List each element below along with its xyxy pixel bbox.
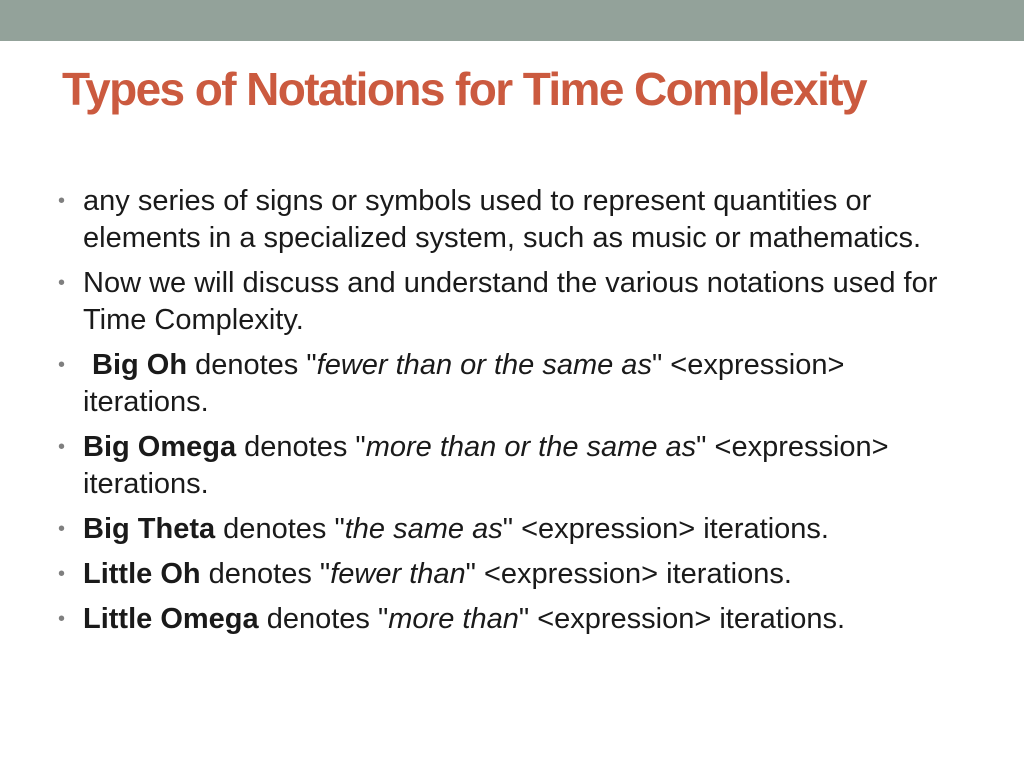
- bullet-icon: •: [58, 608, 66, 630]
- notation-quote: the same as: [344, 513, 503, 545]
- bullet-item-big-oh: [58, 347, 978, 421]
- notation-quote: fewer than or the same as: [316, 349, 652, 381]
- bullet-icon: •: [58, 563, 66, 585]
- bullet-list: [58, 183, 978, 646]
- notation-description-prefix: denotes ": [236, 431, 366, 463]
- notation-description-suffix: " <expression> iterations.: [83, 431, 889, 500]
- notation-term: Little Oh: [83, 558, 201, 590]
- bullet-text: any series of signs or symbols used to represent quantities or elements in a specialized system, such as music or mathematics.: [83, 185, 922, 254]
- notation-quote: more than: [388, 603, 519, 635]
- bullet-item-little-oh: [58, 556, 978, 593]
- bullet-text: Now we will discuss and understand the various notations used for Time Complexity.: [83, 267, 938, 336]
- notation-quote: more than or the same as: [365, 431, 697, 463]
- notation-description-suffix: " <expression> iterations.: [502, 513, 829, 545]
- notation-description-suffix: " <expression> iterations.: [465, 558, 792, 590]
- top-accent-bar: [0, 0, 1024, 41]
- slide-title: Types of Notations for Time Complexity: [62, 63, 866, 115]
- bullet-icon: •: [58, 190, 66, 212]
- notation-term: Little Omega: [83, 603, 259, 635]
- notation-description-prefix: denotes ": [215, 513, 345, 545]
- notation-description-prefix: denotes ": [187, 349, 317, 381]
- bullet-icon: •: [58, 354, 66, 376]
- bullet-icon: •: [58, 272, 66, 294]
- notation-term: Big Theta: [83, 513, 216, 545]
- notation-description-prefix: denotes ": [200, 558, 331, 590]
- bullet-icon: •: [58, 436, 66, 458]
- bullet-item-definition: [58, 183, 978, 257]
- bullet-item-big-theta: [58, 511, 978, 548]
- notation-description-suffix: " <expression> iterations.: [518, 603, 846, 635]
- bullet-icon: •: [58, 518, 66, 540]
- bullet-item-introduction: [58, 265, 978, 339]
- bullet-item-big-omega: [58, 429, 978, 503]
- notation-term: Big Omega: [83, 431, 237, 463]
- bullet-item-little-omega: [58, 601, 978, 638]
- notation-description-suffix: " <expression> iterations.: [83, 349, 845, 418]
- notation-quote: fewer than: [330, 558, 466, 590]
- notation-description-prefix: denotes ": [258, 603, 389, 635]
- notation-term: Big Oh: [92, 349, 188, 381]
